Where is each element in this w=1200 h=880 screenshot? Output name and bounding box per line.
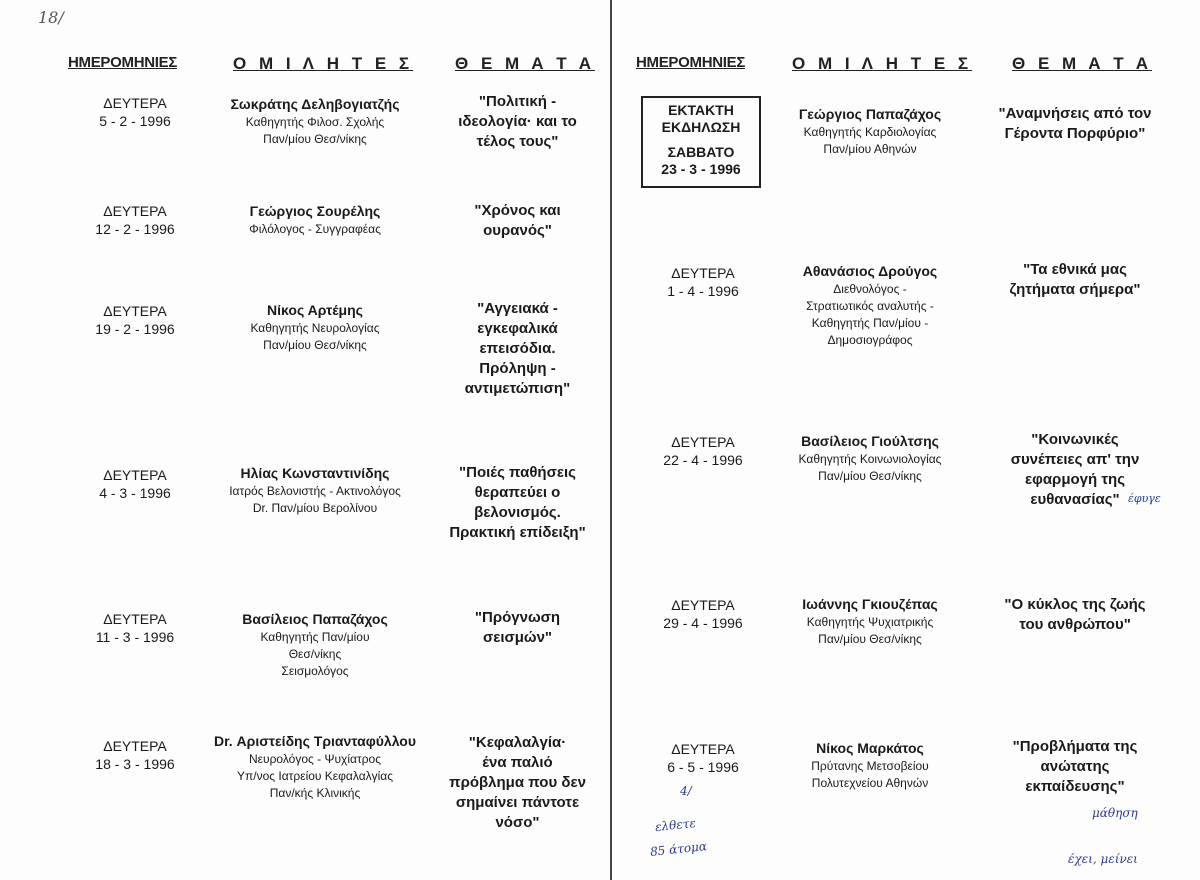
topic-line: ζητήματα σήμερα" [1009,281,1141,298]
speaker-title: Παν/μίου Θεσ/νίκης [263,132,367,146]
topic-line: αντιμετώπιση" [464,380,571,397]
topic-line: εφαρμογή της [1024,471,1126,488]
date-value: 19 - 2 - 1996 [95,321,175,337]
lecture-topic [975,737,1175,797]
topic-line: Πρόληψη - [479,360,556,377]
speaker-info [765,594,975,648]
right-header-speakers: Ο Μ Ι Λ Η Τ Ε Σ [792,54,973,73]
special-event-box [641,96,761,188]
speaker-title: Ιατρός Βελονιστής - Ακτινολόγος [229,484,401,498]
handwritten-note-corner-1: μάθηση [1092,806,1138,820]
date-value: 6 - 5 - 1996 [667,759,739,775]
right-header-dates: ΗΜΕΡΟΜΗΝΙΕΣ [636,54,746,71]
schedule-date [80,466,190,502]
weekday: ΔΕΥΤΕΡΑ [103,467,167,483]
handwritten-note-last-2: 85 άτομα [649,839,708,859]
schedule-date [648,596,758,632]
date-value: 22 - 4 - 1996 [663,452,743,468]
weekday: ΔΕΥΤΕΡΑ [103,95,167,111]
topic-line: πρόβλημα που δεν [449,774,586,791]
topic-line: "Πολιτική - [478,93,557,110]
speaker-title: Υπ/νος Ιατρείου Κεφαλαλγίας [236,769,394,783]
topic-line: σημαίνει πάντοτε [455,794,580,811]
speaker-info [195,463,435,517]
topic-line: ιδεολογία· και το [458,113,577,130]
page-fold-divider [610,0,612,880]
topic-line: τέλος τους" [476,133,559,150]
speaker-title: Καθηγητής Καρδιολογίας [803,125,937,139]
topic-line: Πρακτική επίδειξη" [449,524,586,541]
handwritten-note-last-1: ελθετε [654,815,697,835]
lecture-topic [430,299,605,399]
speaker-title: Σεισμολόγος [281,664,349,678]
speaker-name: Dr. Αριστείδης Τριανταφύλλου [213,733,417,749]
topic-line: επεισόδια. [479,340,556,357]
schedule-date [80,202,190,238]
speaker-title: Δημοσιογράφος [827,333,913,347]
lecture-topic [430,201,605,241]
weekday: ΔΕΥΤΕΡΑ [671,741,735,757]
speaker-title: Καθηγητής Παν/μίου [260,630,370,644]
speaker-name: Βασίλειος Παπαζάχος [242,611,388,627]
lecture-topic [975,430,1175,510]
special-event-label: ΕΚΤΑΚΤΗ [668,102,734,118]
weekday: ΔΕΥΤΕΡΑ [103,203,167,219]
schedule-date [80,302,190,338]
topic-line: συνέπειες απ' την [1010,451,1140,468]
date-value: 4 - 3 - 1996 [99,485,171,501]
special-event-day: ΣΑΒΒΑΤΟ [667,144,735,160]
topic-line: ένα παλιό [482,754,553,771]
speaker-title: Παν/κής Κλινικής [269,786,361,800]
topic-line: Γέροντα Πορφύριο" [1004,125,1146,142]
speaker-name: Γεώργιος Σουρέλης [249,203,381,219]
date-value: 1 - 4 - 1996 [667,283,739,299]
speaker-title: Στρατιωτικός αναλυτής - [806,299,934,313]
topic-line: "Πρόγνωση [474,609,561,626]
topic-line: "Αγγειακά - [477,300,558,317]
special-event-label: ΕΚΔΗΛΩΣΗ [661,119,741,135]
topic-line: θεραπεύει ο [474,484,561,501]
speaker-title: Θεσ/νίκης [288,647,342,661]
schedule-date [80,610,190,646]
topic-line: ανώτατης [1040,758,1110,775]
topic-line: εκπαίδευσης" [1025,778,1125,795]
topic-line: "Προβλήματα της [1012,738,1138,755]
weekday: ΔΕΥΤΕΡΑ [103,611,167,627]
lecture-topic [975,260,1175,300]
left-header-topics: Θ Ε Μ Α Τ Α [455,54,596,73]
weekday: ΔΕΥΤΕΡΑ [671,597,735,613]
schedule-date [80,737,190,773]
schedule-date [648,740,758,776]
speaker-name: Σωκράτης Δεληβογιατζής [230,96,400,112]
lecture-topic [430,92,605,152]
right-header-topics: Θ Ε Μ Α Τ Α [1012,54,1153,73]
date-value: 29 - 4 - 1996 [663,615,743,631]
weekday: ΔΕΥΤΕΡΑ [103,303,167,319]
topic-line: σεισμών" [482,629,553,646]
speaker-title: Πρύτανης Μετσοβείου [811,759,929,773]
topic-line: "Χρόνος και [474,202,561,219]
speaker-name: Ιωάννης Γκιουζέπας [802,596,938,612]
speaker-info [195,201,435,238]
speaker-title: Πολυτεχνείου Αθηνών [811,776,929,790]
topic-line: "Αναμνήσεις από τον [998,105,1152,122]
schedule-date [648,264,758,300]
lecture-topic [430,608,605,648]
special-event-date: 23 - 3 - 1996 [661,161,741,177]
topic-line: "Κεφαλαλγία· [468,734,567,751]
left-header-dates: ΗΜΕΡΟΜΗΝΙΕΣ [68,54,178,71]
speaker-name: Νίκος Μαρκάτος [816,740,924,756]
speaker-name: Νίκος Αρτέμης [267,302,363,318]
speaker-title: Διεθνολόγος - [833,282,907,296]
speaker-info [195,94,435,148]
speaker-title: Νευρολόγος - Ψυχίατρος [249,752,381,766]
speaker-title: Παν/μίου Θεσ/νίκης [818,469,922,483]
speaker-title: Dr. Παν/μίου Βερολίνου [252,501,378,515]
topic-line: εγκεφαλικά [477,320,558,337]
speaker-title: Καθηγητής Νευρολογίας [250,321,380,335]
lecture-topic [430,463,605,543]
weekday: ΔΕΥΤΕΡΑ [103,738,167,754]
date-value: 5 - 2 - 1996 [99,113,171,129]
topic-line: "Ο κύκλος της ζωής [1004,596,1146,613]
handwritten-note-corner-2: έχει, μείνει [1068,852,1138,866]
speaker-name: Βασίλειος Γιούλτσης [801,433,939,449]
speaker-title: Παν/μίου Θεσ/νίκης [818,632,922,646]
handwritten-note-last-3: 4/ [680,784,692,798]
speaker-title: Καθηγητής Φιλοσ. Σχολής [245,115,385,129]
topic-line: ουρανός" [483,222,552,239]
speaker-name: Γεώργιος Παπαζάχος [798,106,942,122]
topic-line: "Ποιές παθήσεις [459,464,576,481]
schedule-date [648,433,758,469]
lecture-topic [975,104,1175,144]
speaker-name: Ηλίας Κωνσταντινίδης [240,465,390,481]
handwritten-note-euthanasia: έφυγε [1128,492,1161,505]
speaker-title: Φιλόλογος - Συγγραφέας [249,222,381,236]
weekday: ΔΕΥΤΕΡΑ [671,434,735,450]
date-value: 18 - 3 - 1996 [95,756,175,772]
speaker-title: Καθηγητής Παν/μίου - [811,316,929,330]
topic-line: "Κοινωνικές [1031,431,1119,448]
speaker-title: Καθηγητής Ψυχιατρικής [806,615,934,629]
date-value: 11 - 3 - 1996 [95,629,175,645]
speaker-info [195,609,435,680]
lecture-topic [430,733,605,833]
left-header-speakers: Ο Μ Ι Λ Η Τ Ε Σ [233,54,414,73]
weekday: ΔΕΥΤΕΡΑ [671,265,735,281]
schedule-date [80,94,190,130]
speaker-info [765,738,975,792]
handwritten-page-mark: 18/ [38,8,64,27]
topic-line: του ανθρώπου" [1019,616,1131,633]
topic-line: "Τα εθνικά μας [1023,261,1127,278]
speaker-info [765,261,975,349]
speaker-title: Παν/μίου Θεσ/νίκης [263,338,367,352]
speaker-info [192,731,438,802]
speaker-title: Παν/μίου Αθηνών [823,142,917,156]
speaker-info [765,431,975,485]
speaker-title: Καθηγητής Κοινωνιολογίας [798,452,942,466]
speaker-info [195,300,435,354]
speaker-info [765,104,975,158]
date-value: 12 - 2 - 1996 [95,221,175,237]
topic-line: ευθανασίας" [1030,491,1120,508]
lecture-topic [975,595,1175,635]
speaker-name: Αθανάσιος Δρούγος [802,263,938,279]
topic-line: νόσο" [495,814,540,831]
topic-line: βελονισμός. [474,504,561,521]
